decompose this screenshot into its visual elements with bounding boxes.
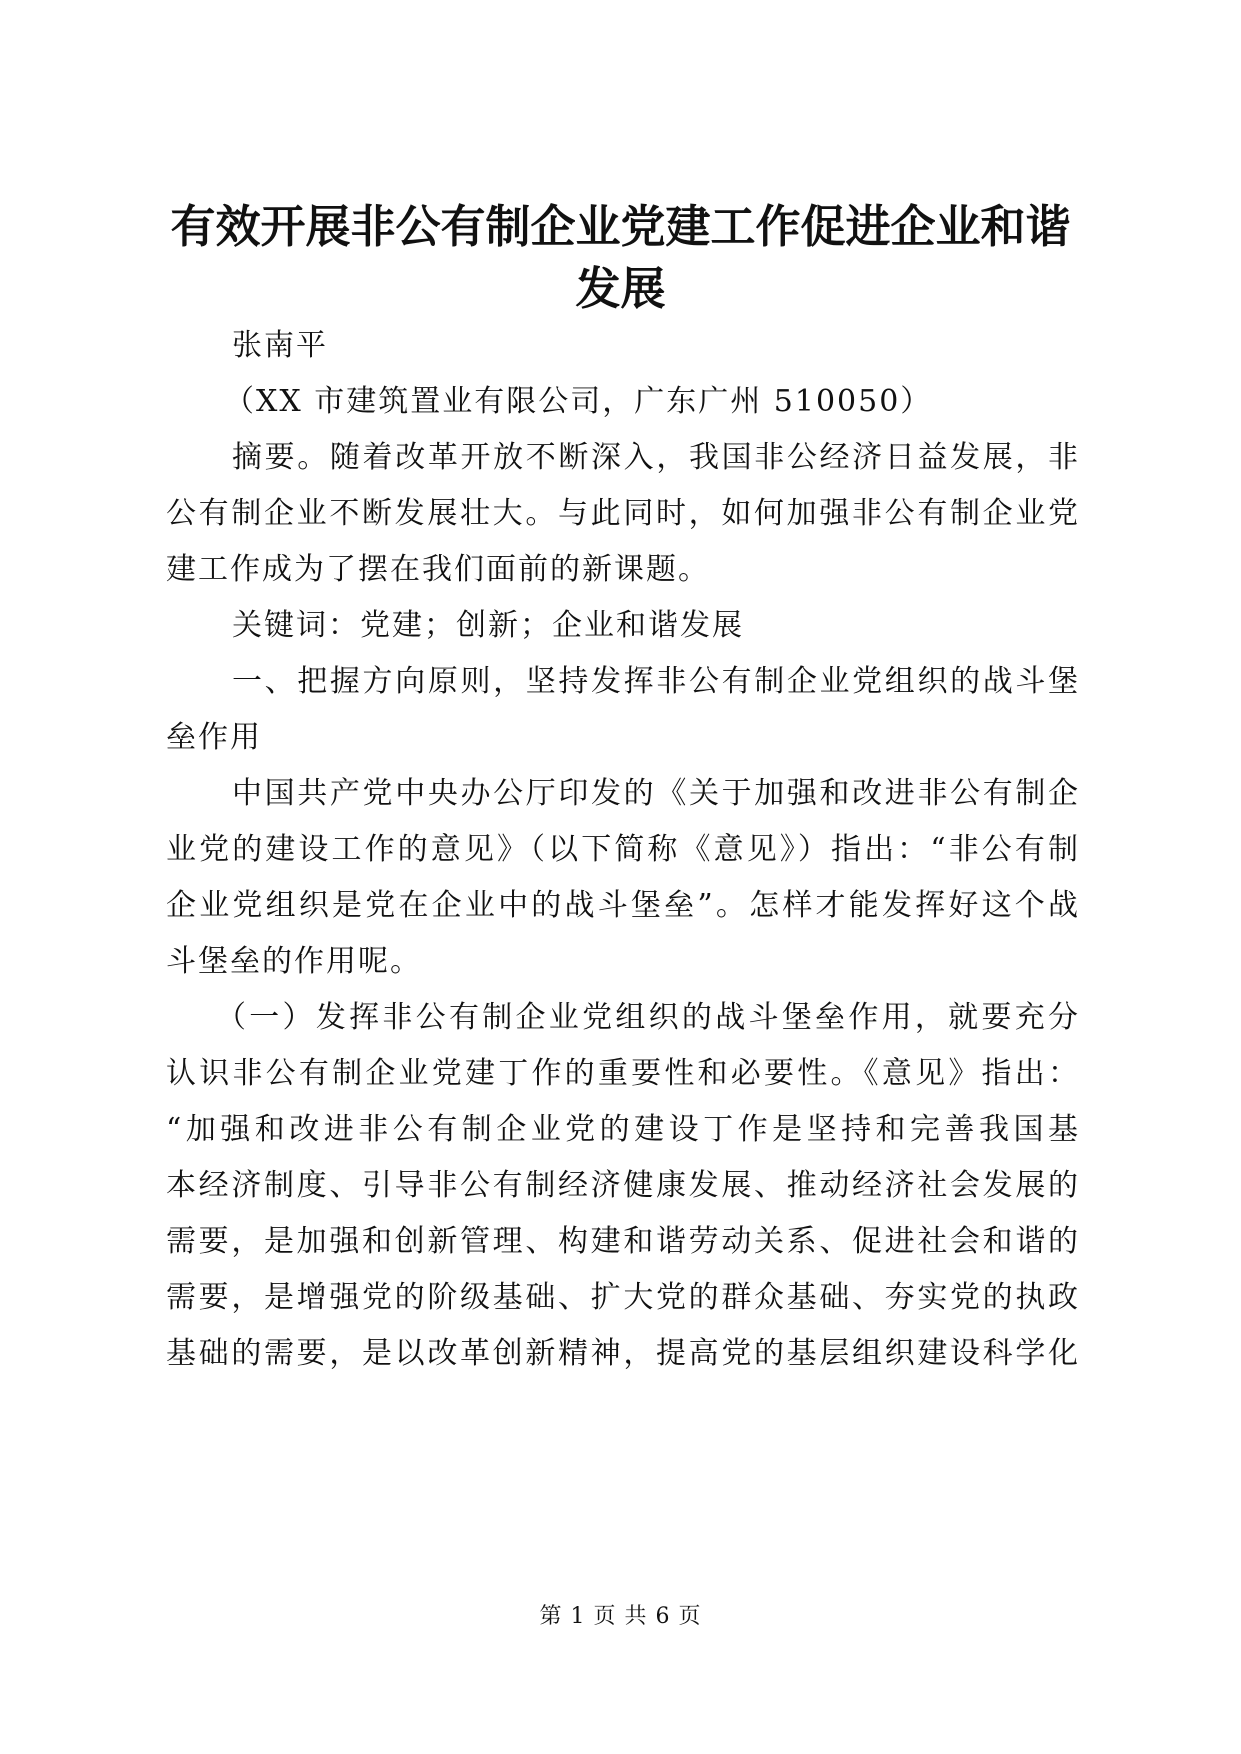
paragraph-2-line-4: 本经济制度、引导非公有制经济健康发展、推动经济社会发展的 xyxy=(166,1168,1080,1203)
page-footer: 第 1 页 共 6 页 xyxy=(539,1604,702,1629)
paragraph-2-line-6: 需要，是增强党的阶级基础、扩大党的群众基础、夯实党的执政 xyxy=(166,1280,1080,1315)
paragraph-2-line-1: （一）发挥非公有制企业党组织的战斗堡垒作用，就要充分 xyxy=(216,1000,1080,1035)
paragraph-1-line-3: 企业党组织是党在企业中的战斗堡垒”。怎样才能发挥好这个战 xyxy=(166,888,1080,923)
keywords-line: 关键词：党建；创新；企业和谐发展 xyxy=(232,608,744,643)
author-name: 张南平 xyxy=(232,328,328,363)
abstract-line-3: 建工作成为了摆在我们面前的新课题。 xyxy=(166,552,710,587)
paragraph-2-line-2: 认识非公有制企业党建丁作的重要性和必要性。《意见》指出： xyxy=(166,1056,1080,1091)
section-heading-line-2: 垒作用 xyxy=(166,720,262,755)
paragraph-2-line-5: 需要，是加强和创新管理、构建和谐劳动关系、促进社会和谐的 xyxy=(166,1224,1080,1259)
paragraph-1-line-1: 中国共产党中央办公厅印发的《关于加强和改进非公有制企 xyxy=(232,776,1080,811)
paragraph-1-line-2: 业党的建设工作的意见》（以下简称《意见》）指出：“非公有制 xyxy=(166,832,1080,867)
author-affiliation: （XX 市建筑置业有限公司，广东广州 510050） xyxy=(224,384,933,419)
paragraph-2-line-7: 基础的需要，是以改革创新精神，提高党的基层组织建设科学化 xyxy=(166,1336,1080,1371)
title-line-2: 发展 xyxy=(575,262,666,315)
section-heading-line-1: 一、把握方向原则，坚持发挥非公有制企业党组织的战斗堡 xyxy=(232,664,1080,699)
document-title xyxy=(150,196,1091,320)
abstract-line-1: 摘要。随着改革开放不断深入，我国非公经济日益发展，非 xyxy=(232,440,1080,475)
paragraph-1-line-4: 斗堡垒的作用呢。 xyxy=(166,944,422,979)
abstract-line-2: 公有制企业不断发展壮大。与此同时，如何加强非公有制企业党 xyxy=(166,496,1080,531)
title-line-1: 有效开展非公有制企业党建工作促进企业和谐 xyxy=(170,200,1071,253)
paragraph-2-line-3: “加强和改进非公有制企业党的建设丁作是坚持和完善我国基 xyxy=(166,1112,1080,1147)
